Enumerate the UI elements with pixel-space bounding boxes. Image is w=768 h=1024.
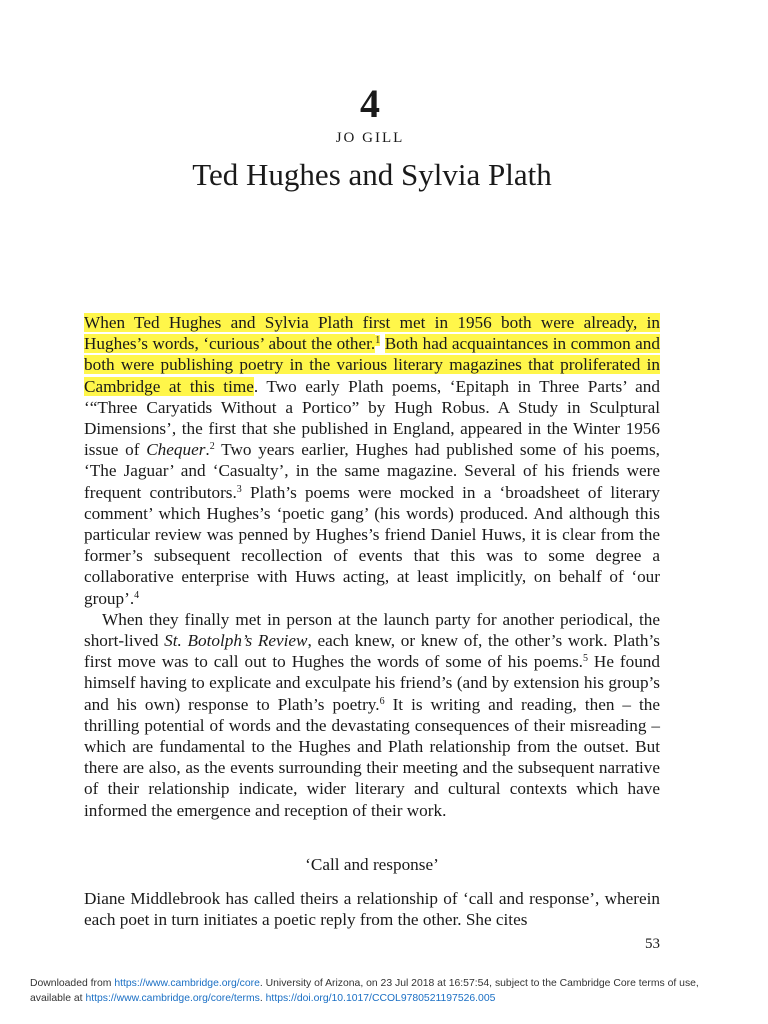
footer-text: . University of Arizona, on 23 Jul 2018 at 16:57:54, subject to the Cambridge Core terms of use, available at <box>30 978 699 1004</box>
italic-text: St. Botolph’s Review <box>164 631 308 651</box>
download-footer <box>30 976 742 1006</box>
chapter-title: Ted Hughes and Sylvia Plath <box>192 157 552 192</box>
paragraph-1 <box>84 312 660 609</box>
page-number: 53 <box>645 936 660 952</box>
footnote-ref-5[interactable]: 5 <box>582 653 588 665</box>
chapter-body <box>84 312 660 930</box>
paragraph-3: Diane Middlebrook has called theirs a relationship of ‘call and response’, wherein each poet in turn initiates a poetic reply from the other. She cites <box>84 889 660 930</box>
section-heading: ‘Call and response’ <box>305 854 439 874</box>
footnote-ref-6[interactable]: 6 <box>379 695 385 707</box>
paragraph-text: Two years earlier, Hughes had published some of his poems, ‘The Jaguar’ and ‘Casualty’, in the same magazine. Several of his friends were frequent contributors. <box>84 440 660 502</box>
chapter-author: JO GILL <box>335 130 405 146</box>
footnote-ref-2[interactable]: 2 <box>209 441 215 453</box>
paragraph-text: . <box>205 440 210 460</box>
highlighted-text: When Ted Hughes and Sylvia Plath first met in 1956 both were already, in Hughes’s words, ‘curious’ about the other. <box>84 313 660 354</box>
highlighted-text: Both had acquaintances in common and both were publishing poetry in the various literary magazines that proliferated in Cambridge at this time <box>84 334 660 396</box>
paragraph-text: It is writing and reading, then – the thrilling potential of words and the devastating consequences of their misreading – which are fundamental to the Hughes and Plath relationship from the outset. But there are also, as the events surrounding their meeting and the subsequent narrative of their relationship indicate, wider literary and cultural contexts which have informed the emergence and reception of their work. <box>84 694 660 820</box>
paragraph-text: Plath’s poems were mocked in a ‘broadsheet of literary comment’ which Hughes’s ‘poetic gang’ (his words) produced. And although this particular review was penned by Hughes’s friend Daniel Huws, it is clear from the former’s subsequent recollection of events that this was to some degree a collaborative enterprise with Huws acting, at least implicitly, on behalf of ‘our group’. <box>84 482 660 608</box>
footer-link-core[interactable]: https://www.cambridge.org/core <box>114 978 260 989</box>
footnote-ref-1[interactable]: 1 <box>375 335 381 347</box>
footer-link-doi[interactable]: https://doi.org/10.1017/CCOL9780521197526.005 <box>265 993 496 1004</box>
chapter-number: 4 <box>360 81 380 126</box>
paragraph-text: He found himself having to explicate and exculpate his friend’s (and by extension his group’s and his own) response to Plath’s poetry. <box>84 652 660 714</box>
paragraph-text: When they finally met in person at the launch party for another periodical, the short-lived <box>84 609 660 651</box>
footnote-ref-4[interactable]: 4 <box>134 589 140 601</box>
footer-text: . <box>259 993 266 1004</box>
paragraph-2 <box>84 609 660 821</box>
footer-link-terms[interactable]: https://www.cambridge.org/core/terms <box>85 993 260 1004</box>
footnote-ref-3[interactable]: 3 <box>236 483 242 495</box>
italic-text: Chequer <box>146 440 206 460</box>
footer-text: Downloaded from <box>30 978 115 989</box>
paragraph-text: , each knew, or knew of, the other’s work. Plath’s first move was to call out to Hughes the words of some of his poems. <box>84 631 660 672</box>
paragraph-text: . Two early Plath poems, ‘Epitaph in Three Parts’ and ‘“Three Caryatids Without a Portico” by Hugh Robus. A Study in Sculptural Dimensions’, the first that she published in England, appeared in the Winter 1956 issue of <box>84 376 660 460</box>
